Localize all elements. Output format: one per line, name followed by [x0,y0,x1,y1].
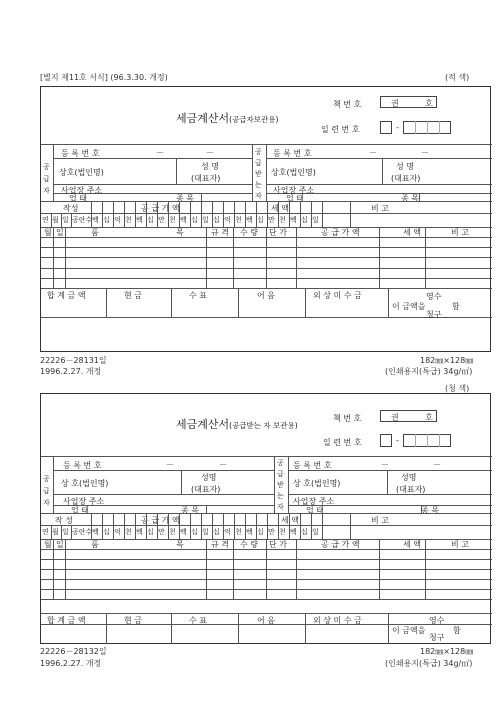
digit-header-cell: 억 [224,216,231,224]
item-header-cell: 일 [56,228,64,237]
supplier-address-label: 사업장 주소 [63,497,105,506]
digit-header-cell: 십 [103,216,110,224]
digit-header-cell: 십 [257,216,264,224]
digit-header-cell: 천 [169,216,176,224]
digit-header-cell: 백 [180,528,187,536]
date-header: 작성 [63,204,79,213]
item-header-cell: 세 액 [403,228,421,237]
claim-option[interactable]: 청구 [426,310,442,319]
digit-header-cell: 백 [180,216,187,224]
receiver-reg-label: 등 록 번 호 [293,461,332,470]
item-header-cell: 규 격 [211,228,229,237]
digit-header-cell: 십 [147,528,154,536]
item-header-cell: 공 급 가 액 [321,228,360,237]
digit-header-cell: 십 [213,216,220,224]
digit-header-cell: 백 [92,528,99,536]
footer-code: 22226－28131일 [40,356,107,365]
item-header-cell: 공 급 가 액 [321,540,360,549]
invoice-table: 세금계산서(공급자보관용) 책 번 호 권 호 일 련 번 호 - 공 급 자 공 급 받 는 자 등 록 번 호 － － 상호(법인명) 성 명 (대표자) 사업장 주소 업 태 종 목 등 록 번 호 － － 상호(법인명) 성 명 (대표자) 사업장 주소 업 태 종 목 작성 공 급 가 액 세 액 비 고 연 월 일 공란수 백 십 억 천 백 십 만 천 백 십 일 십 억 천 백 십 만 천 백 십 일 월 일 품 목 규 격 수 량 단 가 공 급 가 액 세 액 비 고 합 계 금 액 현 금 수 표 어 음 외 상 미 수 금 이 금액을 영수 청구 함 [40,86,491,352]
item-header-cell: 월 [44,540,52,549]
supplier-bizitem-label: 종 목 [176,194,194,203]
digit-row [41,213,350,227]
invoice-title: 세금계산서(공급받는 자 보관용) [176,418,298,431]
item-header-cell: 월 [44,228,52,237]
supply-amount-header: 공 급 가 액 [141,204,180,213]
digit-header-cell: 일 [62,528,69,536]
footer-paper: (인쇄용지(특급) 34g/㎡) [385,659,473,668]
digit-header-cell: 십 [301,216,308,224]
total-amount-label: 합 계 금 액 [47,291,86,300]
item-header-cell: 일 [56,540,64,549]
item-header-cell: 수 량 [240,540,258,549]
supply-amount-header: 공 급 가 액 [141,516,180,525]
item-header-cell: 비 고 [451,228,469,237]
digit-header-cell: 백 [246,216,253,224]
digit-header-cell: 연 [42,216,49,224]
invoice-title: 세금계산서(공급자보관용) [176,112,279,125]
digit-header-cell: 만 [268,216,275,224]
copy-color-label: (적 색) [445,73,470,82]
supplier-biztype-label: 업 태 [71,506,89,515]
supplier-bizitem-label: 종 목 [181,506,199,515]
item-header-cell: 목 [176,228,184,237]
serial-box-1[interactable] [380,121,392,134]
digit-header-cell: 천 [235,528,242,536]
digit-header-cell: 만 [158,528,165,536]
item-header-cell: 단 가 [269,540,287,549]
serial-box-1[interactable] [380,434,392,447]
supplier-company-label: 상호(법인명) [59,168,104,177]
check-label: 수 표 [189,616,207,625]
supplier-address-label: 사업장 주소 [61,186,103,195]
book-number-label: 책 번 호 [333,100,362,109]
receiver-side-label: 공 급 받 는 자 [255,148,262,200]
item-header-cell: 단 가 [269,228,287,237]
tax-amount-header: 세 액 [281,516,299,525]
item-header-cell: 목 [176,540,184,549]
digit-header-cell: 십 [213,528,220,536]
digit-header-cell: 백 [136,528,143,536]
total-amount-label: 합 계 금 액 [47,616,86,625]
supplier-side-label: 공 급 자 [43,475,50,507]
form-header: [별지 제11호 서식] (96.3.30. 개정) [40,73,168,82]
footer-size: 182㎜×128㎜ [420,647,474,656]
note-bill-label: 어 음 [257,616,275,625]
receiver-reg-label: 등 록 번 호 [273,149,312,158]
digit-header-cell: 일 [312,528,319,536]
note-header: 비 고 [371,516,389,525]
receiver-rep-label: 성명 [401,473,417,482]
supplier-company-label: 상 호(법인명) [61,479,109,488]
footer-size: 182㎜×128㎜ [420,356,474,365]
receiver-company-label: 상호(법인명) [271,168,316,177]
digit-header-cell: 억 [114,528,121,536]
item-header-cell: 수 량 [240,228,258,237]
receiver-rep-label: 성 명 [396,162,414,171]
digit-header-cell: 천 [125,528,132,536]
digit-header-cell: 백 [290,216,297,224]
digit-header-cell: 백 [92,216,99,224]
item-header-row [41,539,492,613]
item-header-cell: 세 액 [403,540,421,549]
digit-header-cell: 십 [257,528,264,536]
serial-number-label: 일 련 번 호 [321,125,360,134]
digit-header-cell: 십 [191,216,198,224]
receipt-option[interactable]: 영수 [429,616,445,625]
tax-amount-header: 세 액 [271,204,289,213]
item-header-cell: 비 고 [451,540,469,549]
digit-header-cell: 공란수 [72,528,93,536]
item-header-cell: 규 격 [211,540,229,549]
copy-color-label: (청 색) [445,384,470,393]
digit-header-cell: 일 [202,528,209,536]
receiver-address-label: 사업장 주소 [273,186,315,195]
digit-row [41,525,350,539]
digit-header-cell: 십 [147,216,154,224]
book-number-label: 책 번 호 [333,414,362,423]
digit-header-cell: 공란수 [72,216,93,224]
digit-header-cell: 억 [114,216,121,224]
receiver-side-label: 공 급 받 는 자 [277,459,284,511]
item-header-cell: 품 [91,540,99,549]
cash-label: 현 금 [124,291,142,300]
receiver-company-label: 상 호(법인명) [293,479,341,488]
invoice-table: 세금계산서(공급받는 자 보관용) 책 번 호 권 호 일 련 번 호 - 공 급 자 공 급 받 는 자 등 록 번 호 － － 상 호(법인명) 성명 (대표자) 사업장 주소 업 태 종 목 등 록 번 호 － － 상 호(법인명) 성명 (대표자) 사업장 주소 업 태 종 목 작 성 공 급 가 액 세 액 비 고 연 월 일 공란수 백 십 억 천 백 십 만 천 백 십 일 십 억 천 백 십 만 천 백 십 일 월 일 품 목 규 격 수 량 단 가 공 급 가 액 세 액 비 고 합 계 금 액 현 금 수 표 어 음 외 상 미 수 금 이 금액을 영수 청구 함 [40,393,491,644]
receiver-bizitem-label: 종 목 [421,506,439,515]
digit-header-cell: 십 [301,528,308,536]
cash-label: 현 금 [124,616,142,625]
digit-header-cell: 일 [312,216,319,224]
digit-header-cell: 백 [290,528,297,536]
digit-header-cell: 만 [268,528,275,536]
date-header: 작 성 [55,516,73,525]
claim-option[interactable]: 청구 [429,633,445,642]
note-bill-label: 어 음 [257,291,275,300]
digit-header-cell: 일 [202,216,209,224]
receiver-biztype-label: 업 태 [306,506,324,515]
credit-label: 외 상 미 수 금 [313,291,362,300]
digit-header-cell: 천 [279,528,286,536]
digit-header-cell: 천 [279,216,286,224]
digit-header-cell: 만 [158,216,165,224]
digit-header-cell: 천 [125,216,132,224]
receipt-text: 이 금액을 [392,626,426,635]
check-label: 수 표 [189,291,207,300]
footer-paper: (인쇄용지(특급) 34g/㎡) [385,367,473,376]
digit-header-cell: 월 [52,216,59,224]
credit-label: 외 상 미 수 금 [313,616,362,625]
digit-header-cell: 월 [52,528,59,536]
receiver-bizitem-label: 종 목 [401,194,419,203]
digit-header-cell: 연 [42,528,49,536]
digit-header-cell: 십 [103,528,110,536]
supplier-reg-label: 등 록 번 호 [61,149,100,158]
supplier-rep-label: 성 명 [201,162,219,171]
supplier-biztype-label: 업 태 [69,194,87,203]
supplier-rep-label: 성명 [201,473,217,482]
digit-header-cell: 일 [62,216,69,224]
digit-header-cell: 백 [136,216,143,224]
receipt-text: 이 금액을 [392,302,426,311]
footer-code: 22226－28132일 [40,647,107,656]
digit-header-cell: 십 [191,528,198,536]
digit-header-cell: 백 [246,528,253,536]
footer-revision: 1996.2.27. 개정 [40,659,102,668]
digit-header-cell: 천 [169,528,176,536]
digit-header-cell: 억 [224,528,231,536]
supplier-reg-label: 등 록 번 호 [63,461,102,470]
item-header-cell: 품 [91,228,99,237]
digit-header-cell: 천 [235,216,242,224]
supplier-side-label: 공 급 자 [43,163,50,195]
note-header: 비 고 [371,204,389,213]
receiver-biztype-label: 업 태 [286,194,304,203]
receiver-address-label: 사업장 주소 [293,497,335,506]
footer-revision: 1996.2.27. 개정 [40,367,102,376]
receipt-option[interactable]: 영수 [426,292,442,301]
serial-number-label: 일 련 번 호 [323,438,362,447]
